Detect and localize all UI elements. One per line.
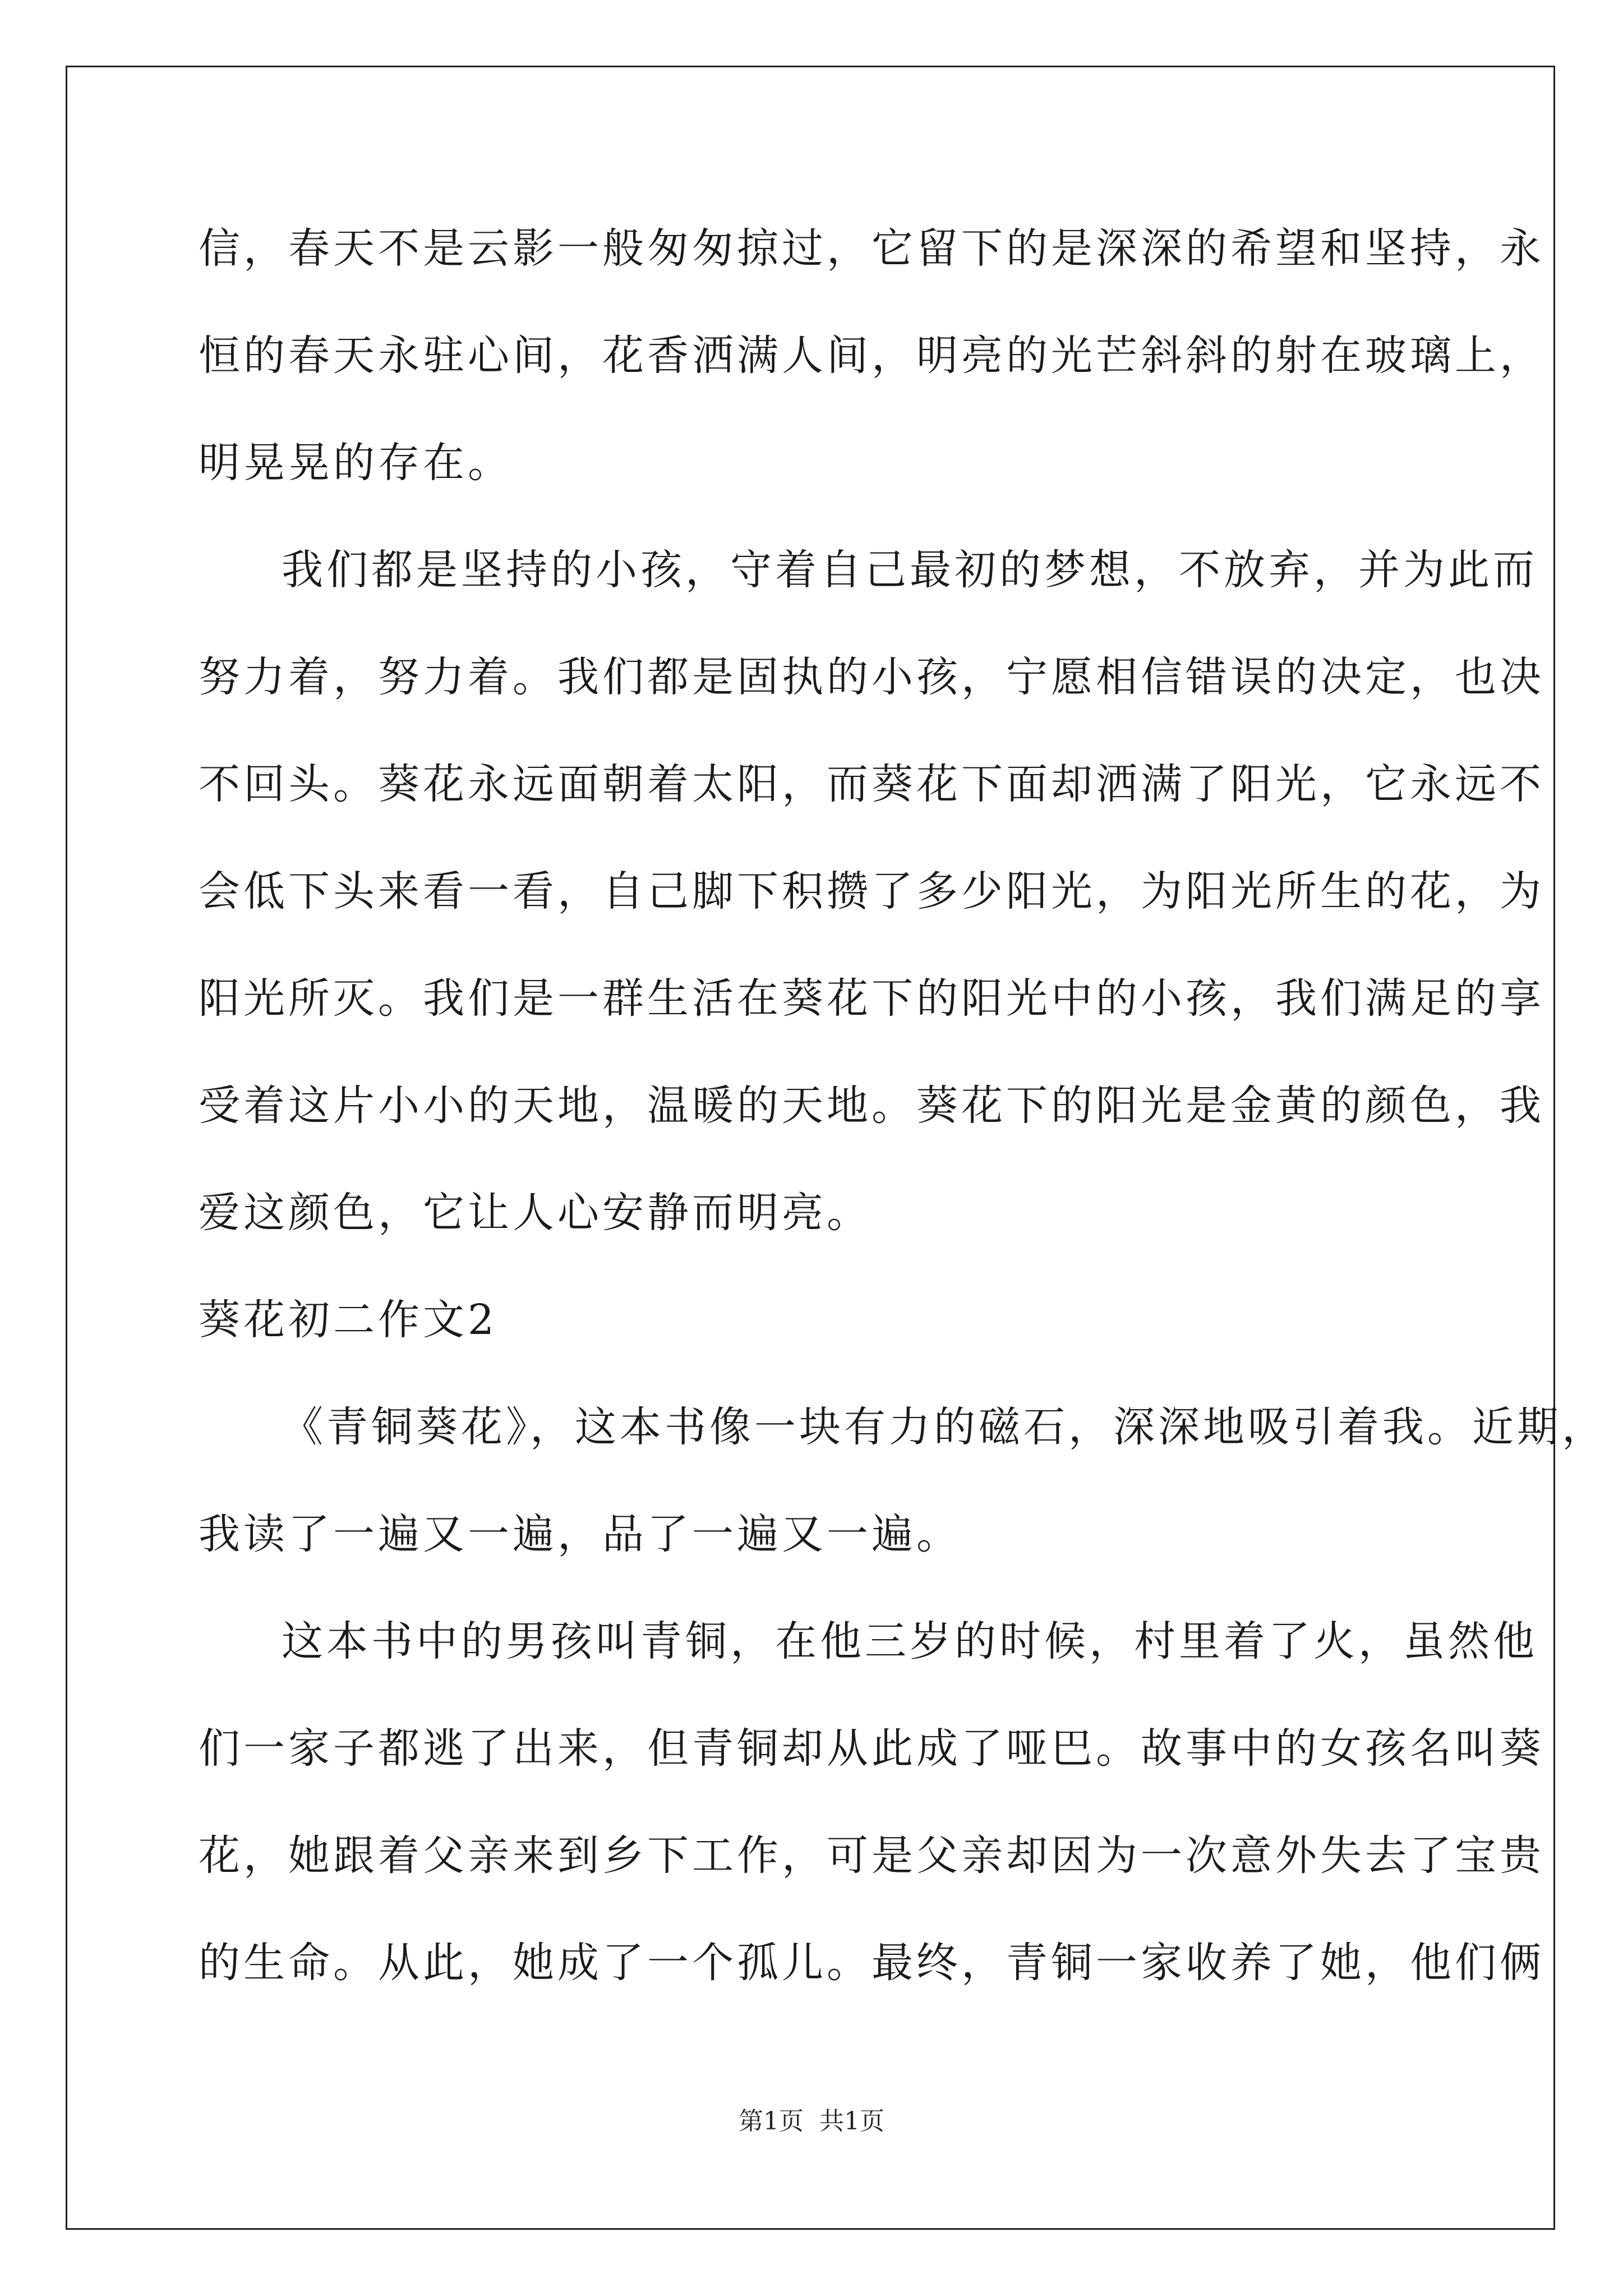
text-line: 的生命。从此，她成了一个孤儿。最终，青铜一家收养了她，他们俩 [199,1939,1544,1987]
paragraph [199,1614,1544,1990]
text-line: 信，春天不是云影一般匆匆掠过，它留下的是深深的希望和坚持，永 [199,224,1544,273]
paragraph [199,1400,1607,1561]
text-line: 不回头。葵花永远面朝着太阳，而葵花下面却洒满了阳光，它永远不 [199,760,1544,808]
paragraph [199,222,1544,490]
text-line: 爱这颜色，它让人心安静而明亮。 [199,1189,872,1237]
text-line: 会低下头来看一看，自己脚下积攒了多少阳光，为阳光所生的花，为 [199,867,1544,915]
section-heading: 葵花初二作文2 [199,1296,498,1344]
paragraph [199,543,1544,1240]
page-footer [0,2106,1623,2137]
text-line: 我们都是坚持的小孩，守着自己最初的梦想，不放弃，并为此而 [282,546,1538,594]
text-line: 这本书中的男孩叫青铜，在他三岁的时候，村里着了火，虽然他 [282,1617,1538,1665]
text-line: 努力着，努力着。我们都是固执的小孩，宁愿相信错误的决定，也决 [199,653,1544,701]
text-line: 恒的春天永驻心间，花香洒满人间，明亮的光芒斜斜的射在玻璃上， [199,332,1544,380]
page-number: 第1页 [739,2107,804,2136]
text-line: 阳光所灭。我们是一群生活在葵花下的阳光中的小孩，我们满足的享 [199,974,1544,1023]
page-total: 共1页 [819,2107,884,2136]
text-line: 花，她跟着父亲来到乡下工作，可是父亲却因为一次意外失去了宝贵 [199,1832,1544,1880]
text-line: 我读了一遍又一遍，品了一遍又一遍。 [199,1510,961,1558]
text-line: 《青铜葵花》，这本书像一块有力的磁石，深深地吸引着我。近期， [282,1403,1607,1451]
text-line: 明晃晃的存在。 [199,439,513,487]
document-body [199,222,1607,1990]
text-line: 们一家子都逃了出来，但青铜却从此成了哑巴。故事中的女孩名叫葵 [199,1724,1544,1773]
text-line: 受着这片小小的天地，温暖的天地。葵花下的阳光是金黄的颜色，我 [199,1082,1544,1130]
